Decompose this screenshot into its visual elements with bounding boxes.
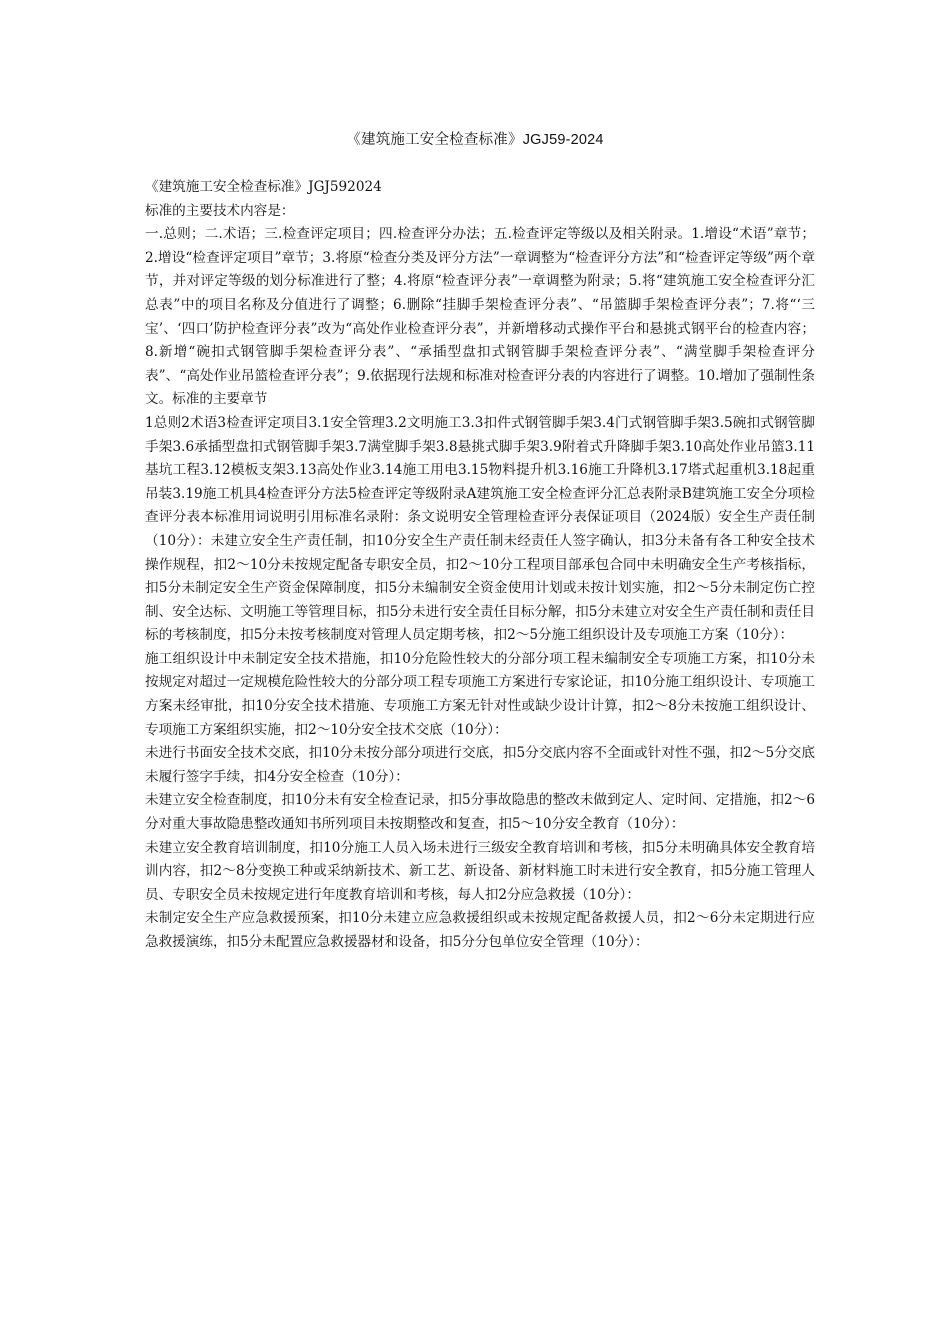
document-body: [145, 176, 815, 955]
paragraph: 一.总则；二.术语；三.检查评定项目；四.检查评分办法；五.检查评定等级以及相关附录。1.增设“术语”章节；2.增设“检查评定项目”章节；3.将原“检查分类及评分方法”一章调整为“检查评分方法”和“检查评定等级”两个章节，并对评定等级的划分标准进行了整；4.将原“检查评分表”一章调整为附录；5.将“建筑施工安全检查评分汇总表”中的项目名称及分值进行了调整；6.删除“挂脚手架检查评分表”、“吊篮脚手架检查评分表”；7.将“‘三宝’、‘四口’防护检查评分表”改为“高处作业检查评分表”，并新增移动式操作平台和悬挑式钢平台的检查内容；8.新增“碗扣式钢管脚手架检查评分表”、“承插型盘扣式钢管脚手架检查评分表”、“满堂脚手架检查评分表”、“高处作业吊篮检查评分表”；9.依据现行法规和标准对检查评分表的内容进行了调整。10.增加了强制性条文。标准的主要章节: [145, 226, 815, 408]
paragraph: 未建立安全检查制度，扣10分未有安全检查记录，扣5分事故隐患的整改未做到定人、定时间、定措施，扣2～6分对重大事故隐患整改通知书所列项目未按期整改和复查，扣5～10分安全教育（10分）：: [145, 792, 815, 833]
paragraph: 1总则2术语3检查评定项目3.1安全管理3.2文明施工3.3扣件式钢管脚手架3.4门式钢管脚手架3.5碗扣式钢管脚手架3.6承插型盘扣式钢管脚手架3.7满堂脚手架3.8悬挑式脚手架3.9附着式升降脚手架3.10高处作业吊篮3.11基坑工程3.12模板支架3.13高处作业3.14施工用电3.15物料提升机3.16施工升降机3.17塔式起重机3.18起重吊装3.19施工机具4检查评分方法5检查评定等级附录A建筑施工安全检查评分汇总表附录B建筑施工安全分项检查评分表本标准用词说明引用标准名录附：条文说明安全管理检查评分表保证项目（2024版）安全生产责任制（10分）：未建立安全生产责任制，扣10分安全生产责任制未经责任人签字确认，扣3分未备有各工种安全技术操作规程，扣2～10分未按规定配备专职安全员，扣2～10分工程项目部承包合同中未明确安全生产考核指标，扣5分未制定安全生产资金保障制度，扣5分未编制安全资金使用计划或未按计划实施，扣2～5分未制定伤亡控制、安全达标、文明施工等管理目标，扣5分未进行安全责任目标分解，扣5分未建立对安全生产责任制和责任目标的考核制度，扣5分未按考核制度对管理人员定期考核，扣2～5分施工组织设计及专项施工方案（10分）：: [145, 414, 815, 644]
paragraph: 《建筑施工安全检查标准》JGJ592024: [145, 179, 382, 195]
paragraph: 标准的主要技术内容是：: [145, 202, 295, 219]
document-title: 《建筑施工安全检查标准》JGJ59-2024: [346, 132, 604, 148]
paragraph: 未建立安全教育培训制度，扣10分施工人员入场未进行三级安全教育培训和考核，扣5分未明确具体安全教育培训内容，扣2～8分变换工种或采纳新技术、新工艺、新设备、新材料施工时未进行安全教育，扣5分施工管理人员、专职安全员未按规定进行年度教育培训和考核，每人扣2分应急救援（10分）：: [145, 839, 815, 903]
paragraph: 未进行书面安全技术交底，扣10分未按分部分项进行交底，扣5分交底内容不全面或针对性不强，扣2～5分交底未履行签字手续，扣4分安全检查（10分）：: [145, 745, 815, 785]
paragraph: 未制定安全生产应急救援预案，扣10分未建立应急救援组织或未按规定配备救援人员，扣2～6分未定期进行应急救援演练，扣5分未配置应急救援器材和设备，扣5分分包单位安全管理（10分）：: [145, 910, 815, 950]
paragraph: 施工组织设计中未制定安全技术措施，扣10分危险性较大的分部分项工程未编制安全专项施工方案，扣10分未按规定对超过一定规模危险性较大的分部分项工程专项施工方案进行专家论证，扣10分施工组织设计、专项施工方案未经审批，扣10分安全技术措施、专项施工方案无针对性或缺少设计计算，扣2～8分未按施工组织设计、专项施工方案组织实施，扣2～10分安全技术交底（10分）：: [145, 650, 815, 738]
